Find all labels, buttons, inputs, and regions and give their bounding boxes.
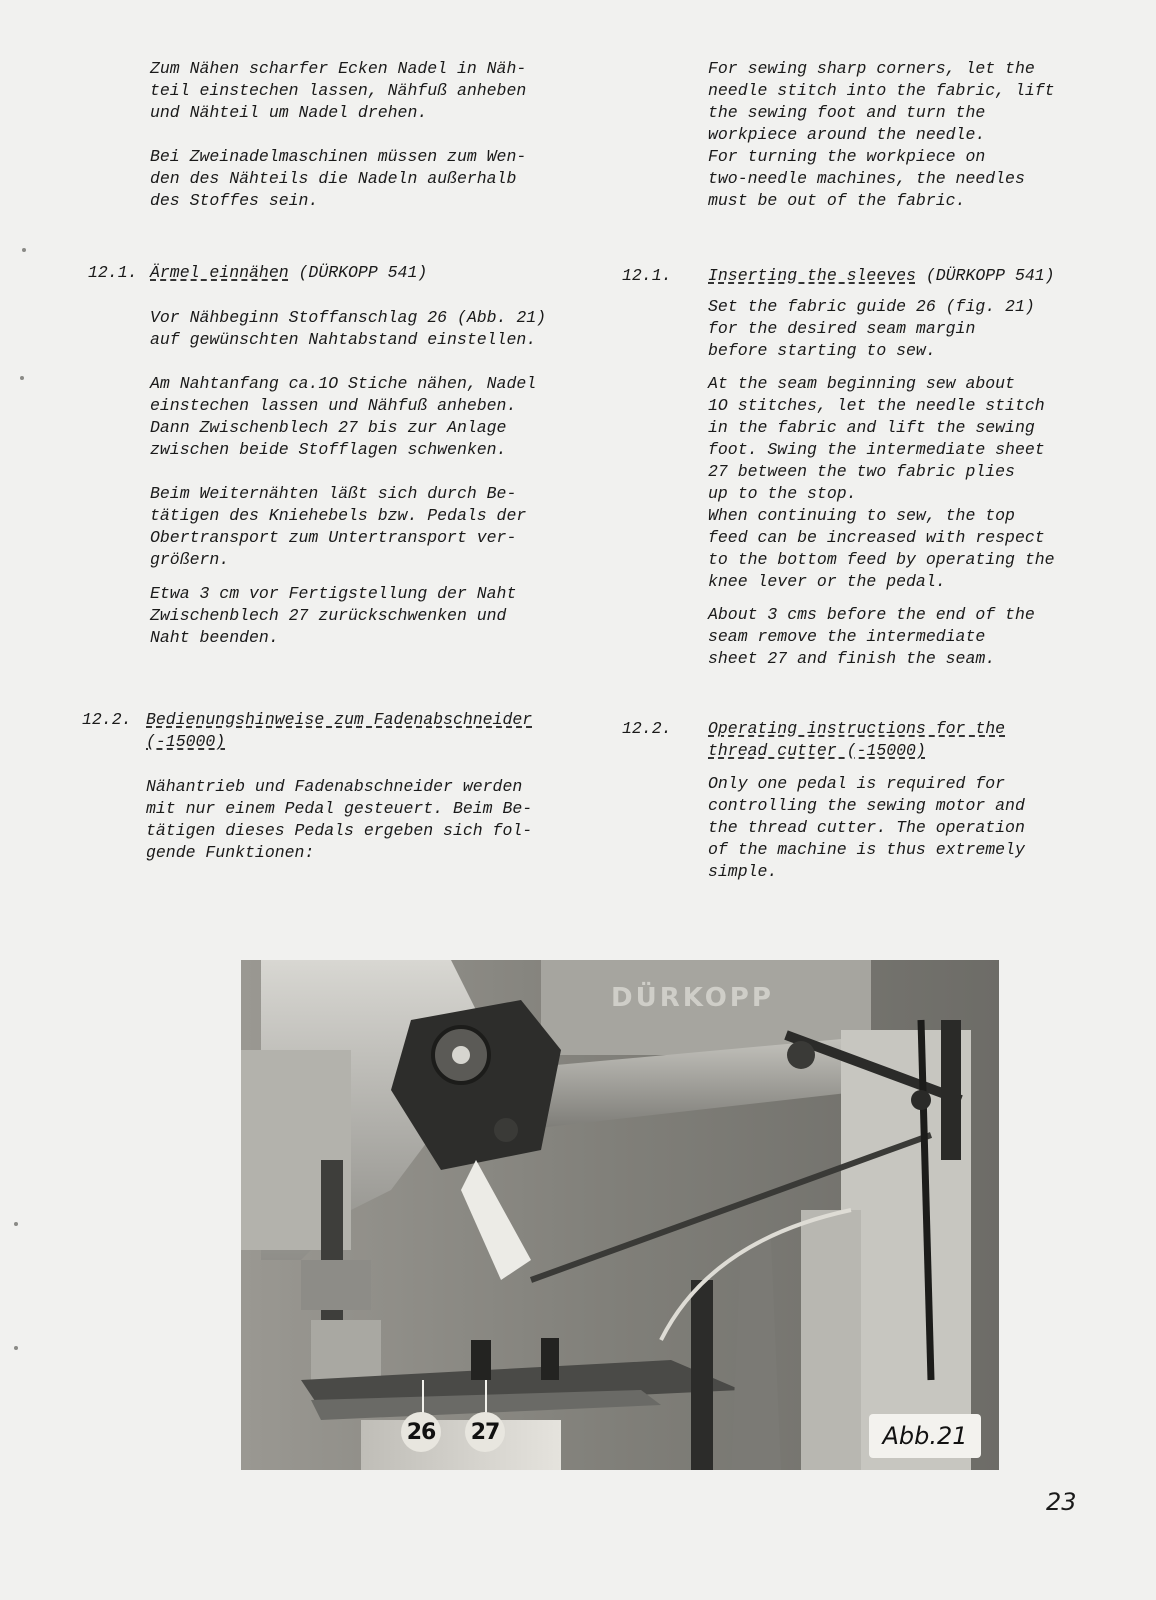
english-section-12-1-title: Inserting the sleeves — [708, 266, 916, 285]
english-paragraph-seam-end: About 3 cms before the end of the seam remove the intermediate sheet 27 and finish the seam. — [708, 605, 1035, 668]
english-section-12-2-title-line2: thread cutter (-15000) — [708, 741, 926, 760]
german-section-12-1-heading — [150, 262, 427, 284]
german-paragraph-seam-start: Am Nahtanfang ca.1O Stiche nähen, Nadel einstechen lassen und Nähfuß anheben. Dann Zwischenblech 27 bis zur Anlage zwischen beide Stofflagen schwenken. — [150, 374, 537, 459]
english-column — [708, 58, 1128, 212]
english-paragraph-pedal: Only one pedal is required for controlling the sewing motor and the thread cutter. The operation of the machine is thus extremely simple. — [708, 774, 1025, 881]
scan-speck — [14, 1222, 18, 1226]
german-paragraph-fabric-guide: Vor Nähbeginn Stoffanschlag 26 (Abb. 21) auf gewünschten Nahtabstand einstellen. — [150, 308, 547, 349]
german-paragraph-seam-end: Etwa 3 cm vor Fertigstellung der Naht Zwischenblech 27 zurückschwenken und Naht beenden. — [150, 584, 517, 647]
scan-speck — [14, 1346, 18, 1350]
german-section-12-2-body — [146, 776, 596, 864]
brand-lettering: DÜRKOPP — [611, 983, 774, 1013]
german-section-12-2-title-line1: Bedienungshinweise zum Fadenabschneider — [146, 710, 533, 729]
english-paragraph-fabric-guide: Set the fabric guide 26 (fig. 21) for the desired seam margin before starting to sew. — [708, 297, 1035, 360]
callout-27: 27 — [465, 1412, 505, 1452]
english-paragraph-sharp-corners: For sewing sharp corners, let the needle stitch into the fabric, lift the sewing foot and turn the workpiece around the needle. For turning the workpiece on two-needle machines, the needles must be out of the fabric. — [708, 59, 1055, 210]
figure-caption: Abb.21 — [869, 1414, 981, 1458]
german-section-12-1-number: 12.1. — [88, 263, 138, 282]
callout-26: 26 — [401, 1412, 441, 1452]
german-column — [150, 58, 590, 212]
german-paragraph-top-feed: Beim Weiternähten läßt sich durch Be- tätigen des Kniehebels bzw. Pedals der Obertransport zum Untertransport ver- größern. — [150, 484, 527, 569]
scan-speck — [22, 248, 26, 252]
german-section-12-1-suffix: (DÜRKOPP 541) — [288, 263, 428, 282]
english-section-12-1-body — [708, 296, 1128, 670]
sewing-machine-photo — [241, 960, 999, 1470]
german-section-12-2-heading — [146, 709, 532, 753]
english-section-12-1-suffix: (DÜRKOPP 541) — [915, 266, 1055, 285]
german-paragraph-pedal: Nähantrieb und Fadenabschneider werden mit nur einem Pedal gesteuert. Beim Be- tätigen dieses Pedals ergeben sich fol- gende Funktionen: — [146, 777, 533, 862]
english-section-12-2-body — [708, 773, 1128, 883]
sewing-machine-illustration — [241, 960, 999, 1470]
german-paragraph-two-needle: Bei Zweinadelmaschinen müssen zum Wen- den des Nähteils die Nadeln außerhalb des Stoffes sein. — [150, 147, 527, 210]
english-section-12-2-number: 12.2. — [622, 719, 672, 738]
english-section-12-1-heading — [708, 265, 1055, 287]
german-section-12-2-title-line2: (-15000) — [146, 732, 226, 751]
scan-speck — [20, 376, 24, 380]
english-section-12-2-title-line1: Operating instructions for the — [708, 719, 1006, 738]
german-section-12-1-body — [150, 307, 600, 649]
german-paragraph-sharp-corners: Zum Nähen scharfer Ecken Nadel in Näh- teil einstechen lassen, Nähfuß anheben und Nähteil um Nadel drehen. — [150, 59, 527, 122]
english-paragraph-seam-start: At the seam beginning sew about 1O stitches, let the needle stitch in the fabric and lift the sewing foot. Swing the intermediate sheet 27 between the two fabric plies up to the stop. When continuing to sew, the top feed can be increased with respect to the bottom feed by operating the knee lever or the pedal. — [708, 374, 1055, 591]
page-number: 23 — [1046, 1488, 1077, 1516]
german-section-12-2-number: 12.2. — [82, 710, 132, 729]
english-section-12-1-number: 12.1. — [622, 266, 672, 285]
english-section-12-2-heading — [708, 718, 1005, 762]
german-section-12-1-title: Ärmel einnähen — [150, 263, 289, 282]
